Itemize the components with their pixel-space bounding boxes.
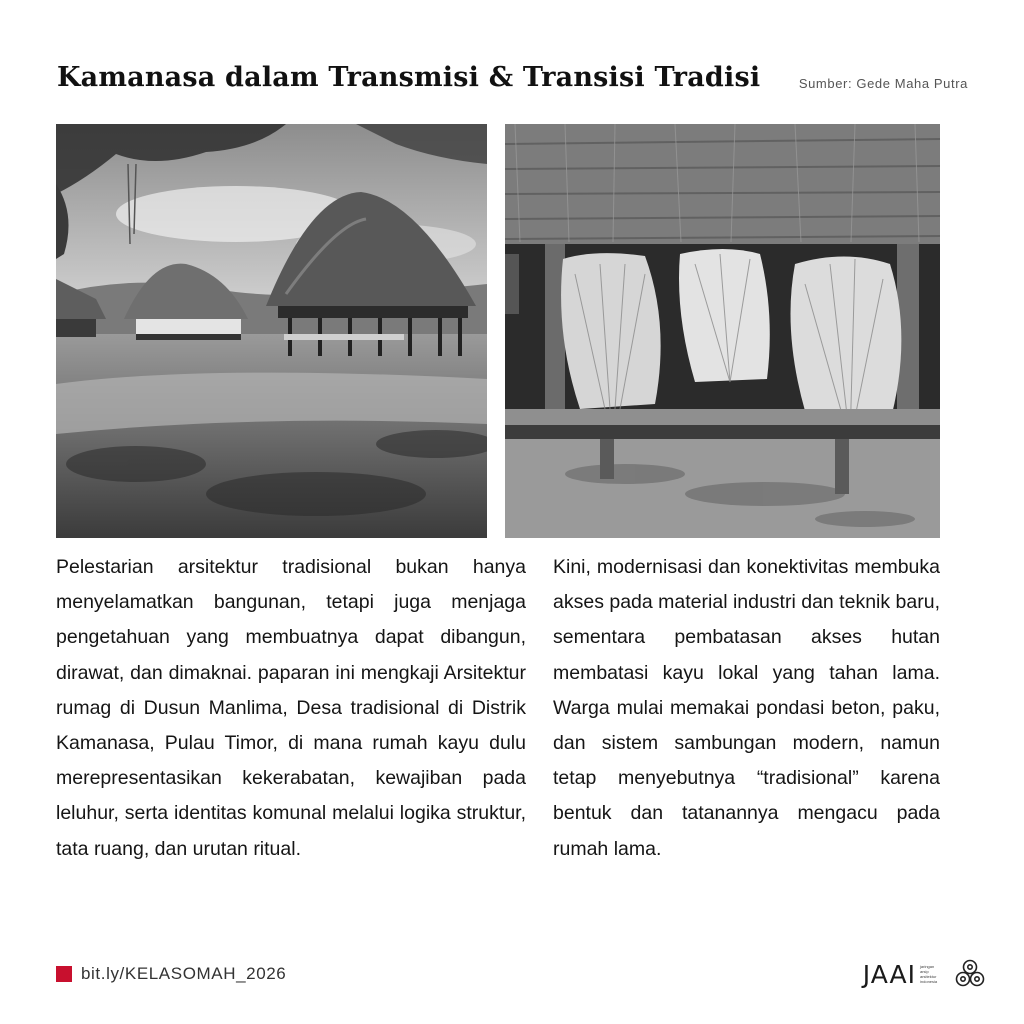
- right-paragraph: Kini, modernisasi dan konektivitas membuka akses pada material industri dan teknik baru, sementara pembatasan akses hutan membatasi kayu lokal yang tahan lama. Warga mulai memakai pondasi beton, paku, dan sistem sambungan modern, namun tetap menyebutnya “tradisional” karena bentuk dan tatanannya mengacu pada rumah lama.: [553, 556, 940, 860]
- village-houses-photo: [56, 124, 487, 538]
- source-credit: Sumber: Gede Maha Putra: [798, 76, 968, 91]
- page-title: Kamanasa dalam Transmisi & Transisi Tradisi: [57, 62, 761, 93]
- jaai-logo: [863, 956, 988, 992]
- jaai-logo-text: JAAI: [862, 959, 916, 989]
- left-paragraph: Pelestarian arsitektur tradisional bukan hanya menyelamatkan bangunan, tetapi juga menjaga pengetahuan yang membuatnya dapat dibangun, dirawat, dan dimaknai. paparan ini mengkaji Arsitektur rumag di Dusun Manlima, Desa tradisional di Distrik Kamanasa, Pulau Timor, di mana rumah kayu dulu merepresentasikan kekerabatan, kewajiban pada leluhur, serta identitas komunal melalui logika struktur, tata ruang, dan urutan ritual.: [56, 556, 526, 860]
- footer-link-text: bit.ly/KELASOMAH_2026: [81, 964, 287, 983]
- triskelion-icon: [952, 956, 988, 992]
- jaai-logo-subtext: jaringan arsip arsitektur indonesia: [920, 964, 938, 984]
- woven-baskets-photo: [505, 124, 940, 538]
- kelas-omah-link[interactable]: [56, 964, 286, 984]
- red-square-icon: [56, 966, 72, 982]
